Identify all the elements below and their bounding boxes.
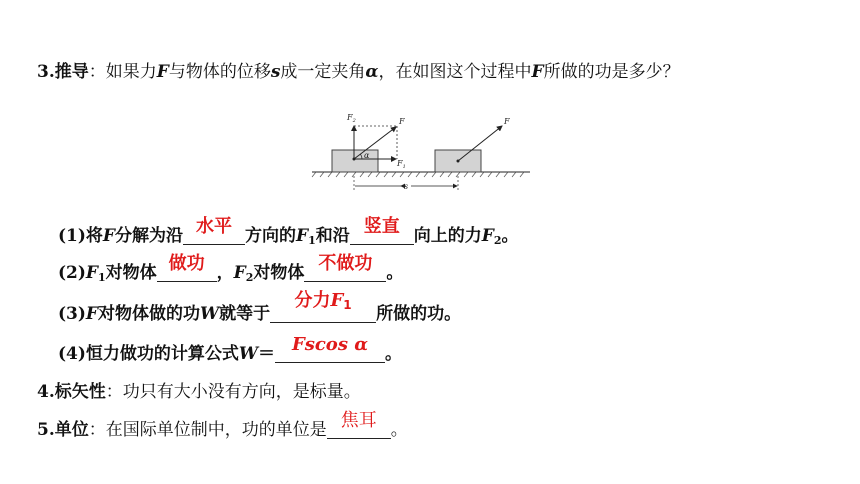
q4-number: 4. [37,382,55,402]
label-F: F [399,117,405,126]
item2-sub-2: 2 [245,271,254,284]
item3-blank [270,290,376,323]
q5-end: 。 [390,420,408,440]
item3-var-F: F [85,304,98,324]
item1-blank-1 [183,216,245,245]
item-4 [58,334,403,366]
item1-text-4: 向上的力 [413,226,482,246]
answer-vertical: 竖直 [363,216,400,237]
label-F-right: F [504,117,510,126]
q5-blank [327,410,391,439]
item3-prefix: (3) [58,304,86,324]
q5-number: 5. [37,420,55,440]
label-F2: $F_2$ [347,113,356,124]
q3-var-F-2: F [531,62,544,82]
item4-end: 。 [385,344,403,364]
q3-var-s: s [270,62,281,82]
item1-end: 。 [501,226,519,246]
question-4 [37,380,361,404]
block-left [332,150,378,172]
q3-text-3: 成一定夹角 [280,62,366,82]
q5-label: 单位 [54,420,89,440]
q3-text-1: 如果力 [105,62,157,82]
item3-text-1: 对物体做的功 [98,304,200,324]
point-right [457,160,460,163]
item1-text-3: 和沿 [315,226,350,246]
item-3 [58,290,462,326]
item1-prefix: (1)将 [58,226,103,246]
item1-var-F1: F [296,226,309,246]
answer-no-work: 不做功 [318,253,373,274]
item2-prefix: (2) [58,263,86,283]
answer-component-F1 [270,289,376,317]
item1-var-F: F [102,226,115,246]
item1-var-F2: F [481,226,494,246]
q3-number: 3. [37,62,55,82]
q5-text: 在国际单位制中，功的单位是 [105,420,327,440]
item2-sub-1: 1 [98,271,106,284]
answer-horizontal: 水平 [196,216,232,237]
q3-colon: ： [88,62,106,82]
q3-var-F: F [156,62,169,82]
point-left [353,158,356,161]
item4-prefix: (4)恒力做功的计算公式 [58,344,239,364]
item1-text-1: 分解为沿 [115,226,183,246]
q3-text-4: ，在如图这个过程中 [378,62,532,82]
item2-end: 。 [386,263,404,283]
question-3 [37,60,680,84]
item1-text-2: 方向的 [245,226,296,246]
label-F1: $F_1$ [397,159,406,170]
q3-text-2: 与物体的位移 [168,62,271,82]
label-s: s [404,182,409,191]
item2-text-3: 对物体 [253,263,305,283]
answer-component-label: 分力 [294,290,331,311]
q4-label: 标矢性 [54,382,106,402]
item-1 [58,216,519,253]
item1-blank-2 [350,216,414,245]
q3-label: 推导 [54,62,89,82]
item3-var-W: W [200,304,220,324]
q3-text-5: 所做的功是多少？ [543,62,680,82]
q4-text: 功只有大小没有方向，是标量。 [122,382,361,402]
answer-F-sub: 1 [343,298,352,312]
q3-var-alpha: α [365,62,379,82]
question-5 [37,410,408,442]
item1-sub-1: 1 [308,234,316,247]
force-diagram [308,108,534,192]
item1-sub-2: 2 [493,234,502,247]
answer-joule: 焦耳 [340,410,377,431]
item2-text-1: 对物体 [105,263,157,283]
item2-var-F2: F [233,263,246,283]
q5-colon: ： [88,420,106,440]
answer-F-var: F [330,290,344,311]
item3-text-3: 所做的功。 [376,304,462,324]
ground-hatch [312,172,524,177]
item2-blank-1 [157,253,217,282]
answer-does-work: 做功 [168,253,205,274]
item4-eq: ＝ [258,344,276,364]
item2-var-F1: F [85,263,98,283]
label-alpha: α [364,151,370,160]
item4-blank [275,334,385,363]
item3-text-2: 就等于 [219,304,271,324]
answer-formula: Fscos α [291,334,369,355]
item4-var-W: W [238,344,259,364]
q4-colon: ： [105,382,123,402]
item2-text-2: ， [216,263,234,283]
item-2 [58,253,404,290]
item2-blank-2 [304,253,386,282]
